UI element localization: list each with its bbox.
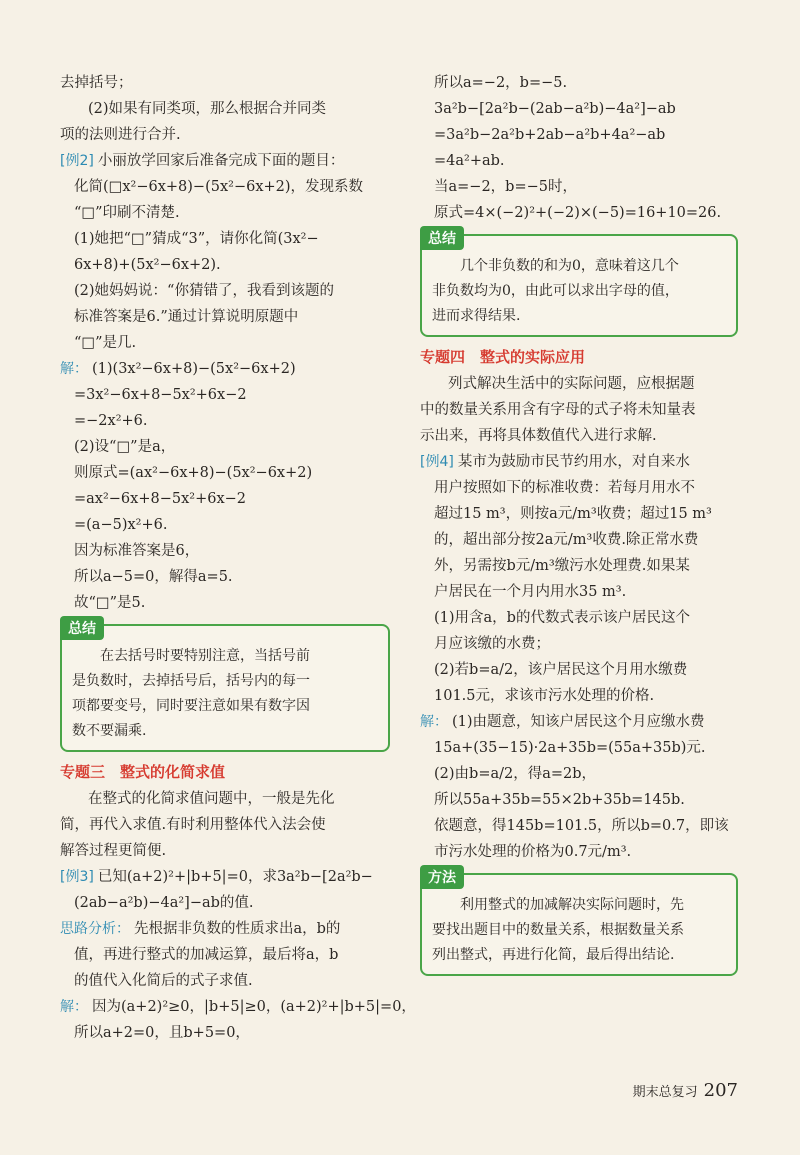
solution-2-line-3: =−2x²+6. [74, 413, 148, 429]
summary-box-2 [420, 231, 738, 337]
solution-3-text-1: 因为(a+2)²≥0，|b+5|≥0，(a+2)²+|b+5|=0， [92, 999, 416, 1015]
continuation-line-4: =4a²+ab. [434, 153, 505, 169]
example-2-line-2: 化简(□x²−6x+8)−(5x²−6x+2)，发现系数 [74, 179, 364, 195]
right-column [420, 70, 738, 982]
left-column [60, 70, 416, 1046]
summary-2-line-3: 进而求得结果. [432, 308, 521, 324]
analysis-line-3: 的值代入化简后的式子求值. [74, 973, 253, 989]
analysis-label: 思路分析： [60, 921, 130, 937]
summary-2-line-2: 非负数均为0，由此可以求出字母的值， [432, 283, 679, 299]
example-2-text-1: 小丽放学回家后准备完成下面的题目： [97, 153, 345, 169]
solution-4-line-4: 所以55a+35b=55×2b+35b=145b. [434, 792, 685, 808]
analysis-line-2: 值，再进行整式的加减运算，最后将a，b [74, 947, 339, 963]
topic-4-line-3: 示出来，再将具体数值代入进行求解. [420, 428, 657, 444]
example-3-text-1: 已知(a+2)²+|b+5|=0，求3a²b−[2a²b− [97, 869, 373, 885]
solution-4-line-6: 市污水处理的价格为0.7元/m³. [434, 844, 632, 860]
solution-4-line-5: 依题意，得145b=101.5，所以b=0.7，即该 [434, 818, 729, 834]
example-4-line-1 [420, 449, 738, 475]
method-line-2: 要找出题目中的数量关系，根据数量关系 [432, 922, 684, 938]
intro-line-3: 项的法则进行合并. [60, 127, 181, 143]
analysis-line-1 [60, 916, 390, 942]
summary-1-line-2: 是负数时，去掉括号后，括号内的每一 [72, 673, 310, 689]
solution-2-line-1 [60, 356, 390, 382]
solution-2-line-4: (2)设“□”是a， [74, 439, 176, 455]
example-4-text-1: 某市为鼓励市民节约用水，对自来水 [457, 454, 690, 470]
example-4-line-4: 的，超出部分按2a元/m³收费.除正常水费 [434, 532, 699, 548]
solution-4-text-1: (1)由题意，知该户居民这个月应缴水费 [452, 714, 705, 730]
solution-2-line-7: =(a−5)x²+6. [74, 517, 168, 533]
method-tag: 方法 [420, 865, 464, 889]
example-4-line-3: 超过15 m³，则按a元/m³收费；超过15 m³ [434, 506, 712, 522]
solution-4-label: 解： [420, 714, 448, 730]
example-4-line-7: (1)用含a，b的代数式表示该户居民这个 [434, 610, 690, 626]
solution-4-line-3: (2)由b=a/2，得a=2b， [434, 766, 597, 782]
solution-4-line-2: 15a+(35−15)·2a+35b=(55a+35b)元. [434, 740, 706, 756]
method-line-1: 利用整式的加减解决实际问题时，先 [460, 897, 684, 913]
continuation-line-6: 原式=4×(−2)²+(−2)×(−5)=16+10=26. [434, 205, 722, 221]
solution-2-line-8: 因为标准答案是6， [74, 543, 200, 559]
continuation-line-3: =3a²b−2a²b+2ab−a²b+4a²−ab [434, 127, 666, 143]
method-line-3: 列出整式，再进行化简，最后得出结论. [432, 947, 675, 963]
continuation-line-2: 3a²b−[2a²b−(2ab−a²b)−4a²]−ab [434, 101, 676, 117]
analysis-text-1: 先根据非负数的性质求出a，b的 [134, 921, 341, 937]
example-2-line-3: “□”印刷不清楚. [74, 205, 180, 221]
solution-3-line-1 [60, 994, 416, 1020]
example-2-label: [例2] [60, 153, 94, 169]
summary-1-line-1: 在去括号时要特别注意，当括号前 [100, 648, 310, 664]
method-box [420, 870, 738, 976]
intro-line-2: (2)如果有同类项，那么根据合并同类 [88, 101, 327, 117]
example-4-line-9: (2)若b=a/2，该户居民这个月用水缴费 [434, 662, 688, 678]
example-2-line-7: 标准答案是6.”通过计算说明原题中 [74, 309, 299, 325]
continuation-line-1: 所以a=−2，b=−5. [434, 75, 568, 91]
example-4-line-5: 外，另需按b元/m³缴污水处理费.如果某 [434, 558, 690, 574]
solution-2-line-5: 则原式=(ax²−6x+8)−(5x²−6x+2) [74, 465, 313, 481]
example-3-line-2: (2ab−a²b)−4a²]−ab的值. [74, 895, 254, 911]
solution-2-text-1: (1)(3x²−6x+8)−(5x²−6x+2) [92, 361, 296, 377]
topic-4-line-1: 列式解决生活中的实际问题，应根据题 [448, 376, 695, 392]
summary-tag-1: 总结 [60, 616, 104, 640]
footer-section-title: 期末总复习 [632, 1085, 698, 1100]
topic-3-heading: 专题三 整式的化简求值 [60, 763, 226, 781]
page-number: 207 [703, 1080, 738, 1101]
example-4-line-6: 户居民在一个月内用水35 m³. [434, 584, 627, 600]
example-2-line-1 [60, 148, 390, 174]
page-footer [633, 1080, 738, 1101]
example-3-line-1 [60, 864, 390, 890]
solution-2-line-2: =3x²−6x+8−5x²+6x−2 [74, 387, 247, 403]
summary-tag-2: 总结 [420, 226, 464, 250]
example-4-line-8: 月应该缴的水费； [434, 636, 550, 652]
topic-4-line-2: 中的数量关系用含有字母的式子将未知量表 [420, 402, 696, 418]
example-4-line-2: 用户按照如下的标准收费：若每月用水不 [434, 480, 695, 496]
topic-4-heading: 专题四 整式的实际应用 [420, 348, 586, 366]
summary-box-1 [60, 621, 390, 752]
example-3-label: [例3] [60, 869, 94, 885]
solution-2-label: 解： [60, 361, 88, 377]
example-2-line-5: 6x+8)+(5x²−6x+2). [74, 257, 221, 273]
summary-1-line-4: 数不要漏乘. [72, 723, 147, 739]
example-4-label: [例4] [420, 454, 454, 470]
solution-3-line-2: 所以a+2=0，且b+5=0， [74, 1025, 250, 1041]
solution-2-line-10: 故“□”是5. [74, 595, 146, 611]
example-2-line-4: (1)她把“□”猜成“3”，请你化简(3x²− [74, 231, 319, 247]
example-4-line-10: 101.5元，求该市污水处理的价格. [434, 688, 655, 704]
solution-2-line-9: 所以a−5=0，解得a=5. [74, 569, 233, 585]
solution-2-line-6: =ax²−6x+8−5x²+6x−2 [74, 491, 247, 507]
topic-3-line-1: 在整式的化简求值问题中，一般是先化 [88, 791, 335, 807]
intro-line-1: 去掉括号； [60, 75, 133, 91]
summary-2-line-1: 几个非负数的和为0，意味着这几个 [460, 258, 679, 274]
example-2-line-6: (2)她妈妈说：“你猜错了，我看到该题的 [74, 283, 334, 299]
continuation-line-5: 当a=−2，b=−5时， [434, 179, 577, 195]
topic-3-line-2: 简，再代入求值.有时利用整体代入法会使 [60, 817, 326, 833]
solution-4-line-1 [420, 709, 738, 735]
summary-1-line-3: 项都要变号，同时要注意如果有数字因 [72, 698, 310, 714]
example-2-line-8: “□”是几. [74, 335, 137, 351]
topic-3-line-3: 解答过程更简便. [60, 843, 167, 859]
solution-3-label: 解： [60, 999, 88, 1015]
